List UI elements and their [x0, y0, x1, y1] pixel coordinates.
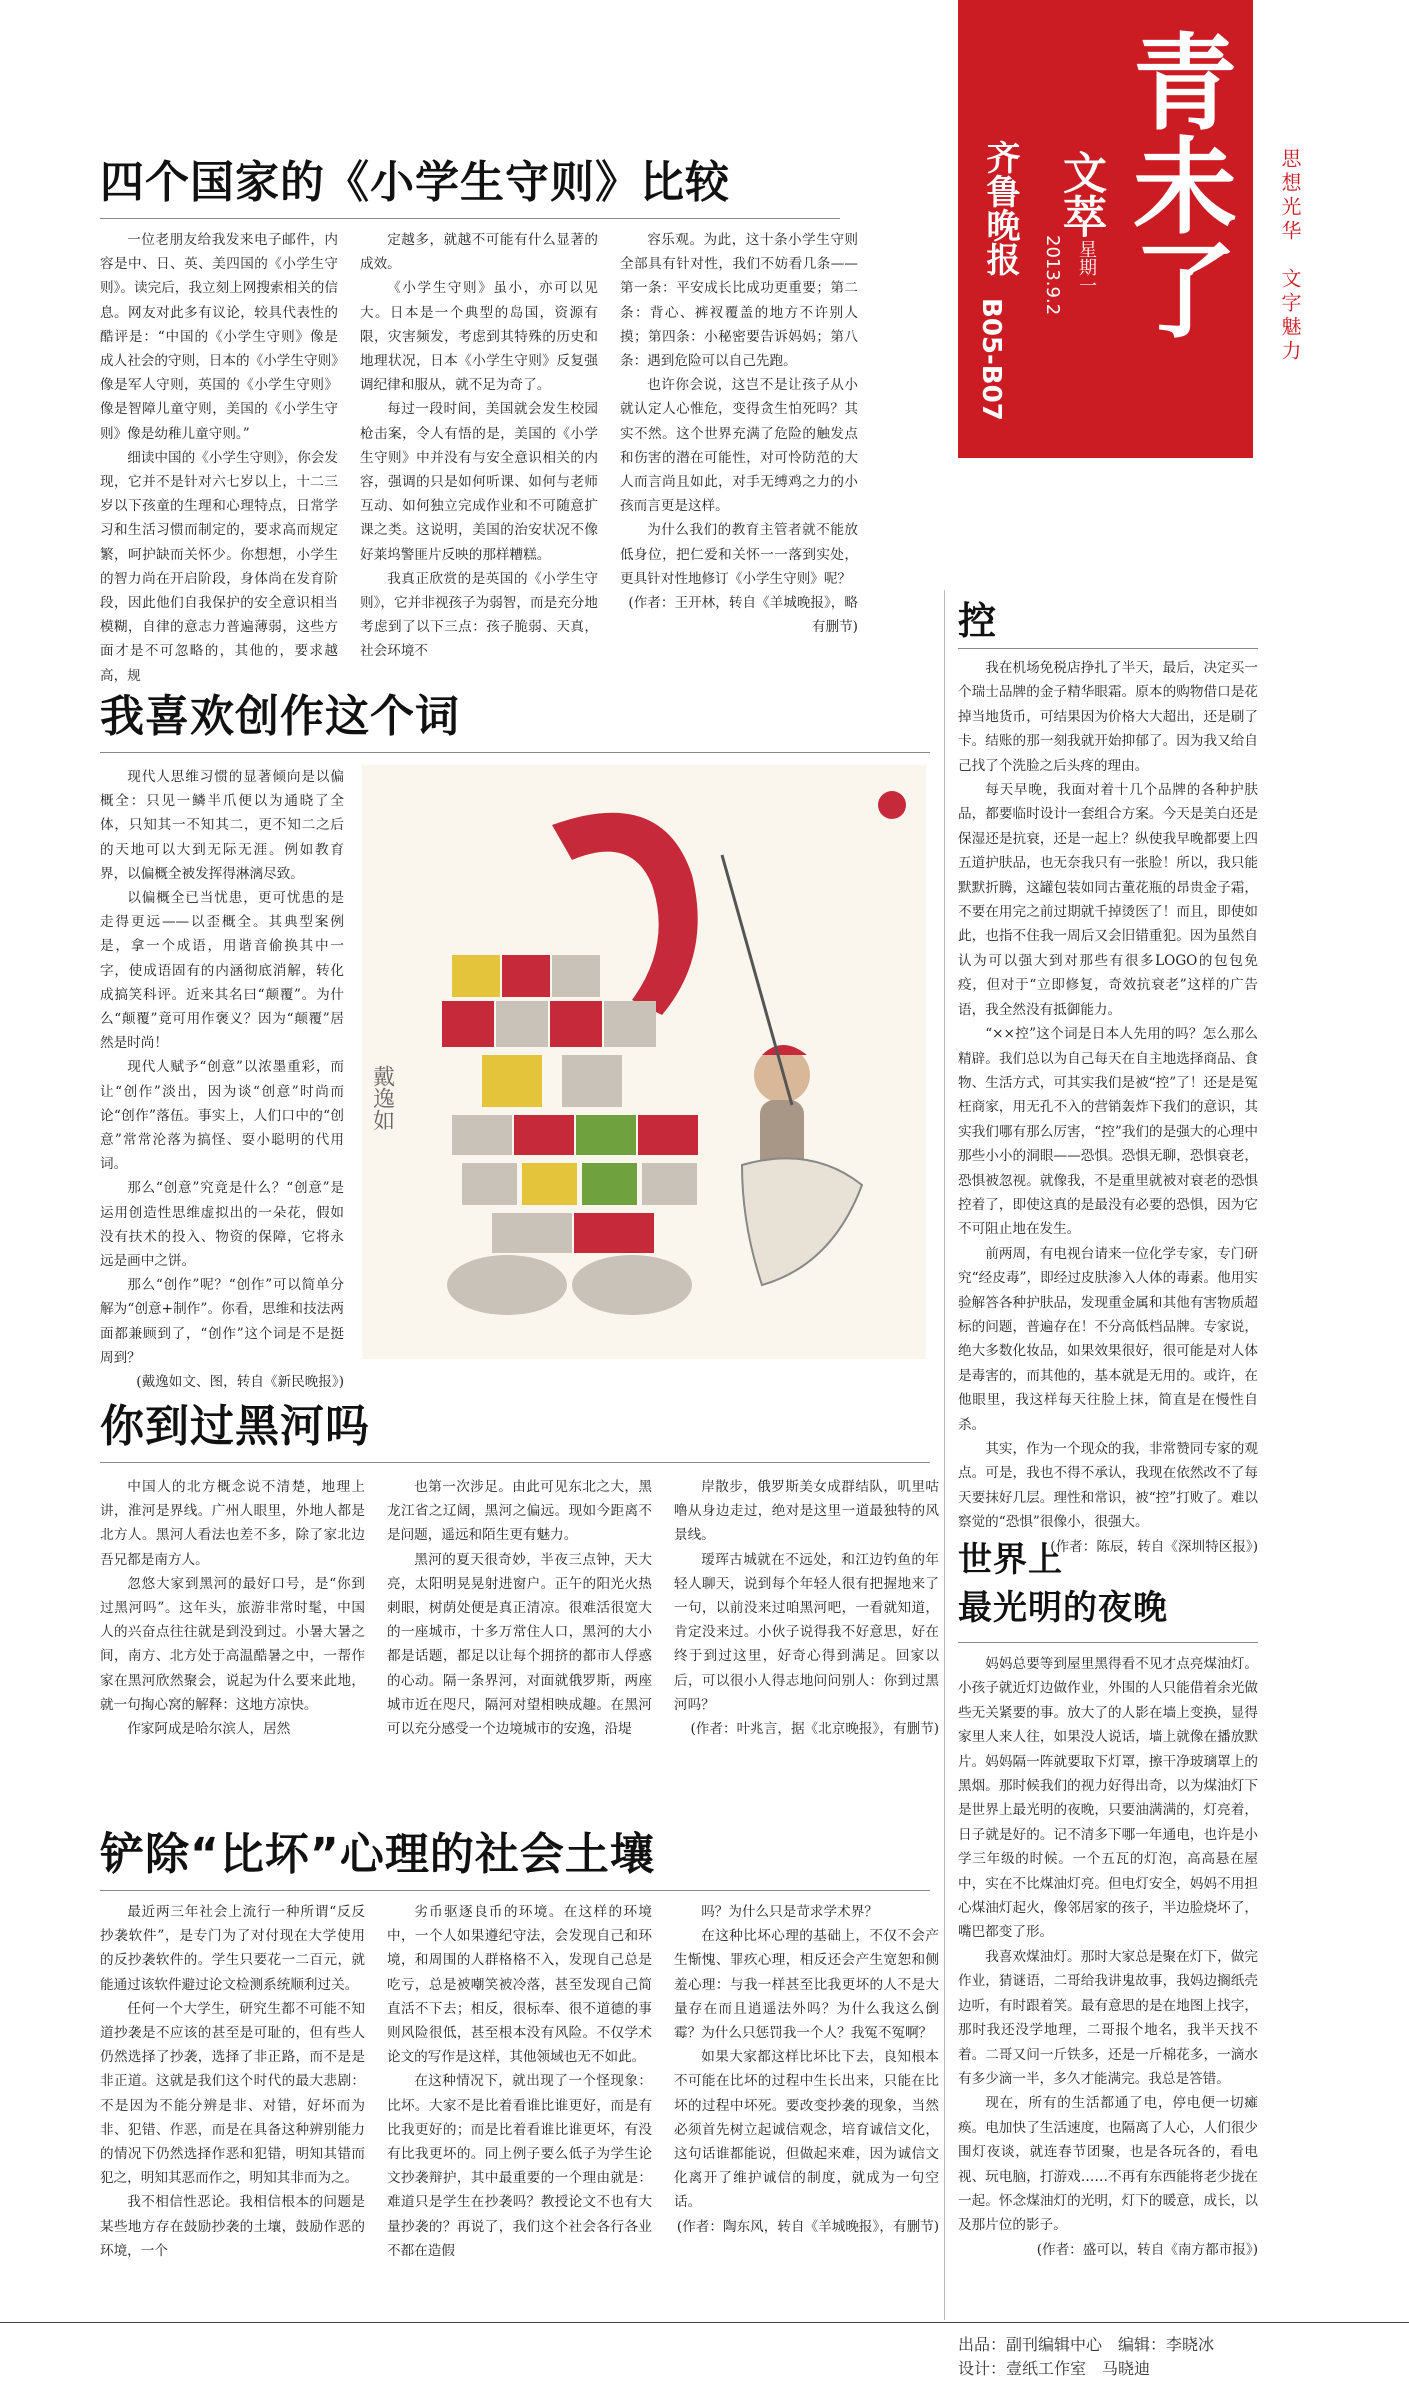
paragraph: 为什么我们的教育主管者就不能放低身位，把仁爱和关怀一一落到实处，更具针对性地修订《小学生守则》呢？: [620, 522, 858, 587]
newspaper-logo: 齐鲁晚报: [980, 140, 1020, 276]
headline-line: 最光明的夜晚: [958, 1588, 1168, 1628]
masthead-panel: [958, 0, 1253, 458]
text-column: [674, 1900, 939, 2263]
text-column: [100, 1475, 365, 1741]
article-headline-rules: 四个国家的《小学生守则》比较: [100, 157, 730, 208]
paragraph: 中国人的北方概念说不清楚，地理上讲，淮河是界线。广州人眼里，外地人都是北方人。黑河人看法也差不多，除了家北边吾兄都是南方人。: [100, 1479, 365, 1568]
article-headline-bihuai: 铲除“比坏”心理的社会土壤: [100, 1829, 655, 1880]
section-name: 文萃: [1055, 150, 1106, 238]
masthead-title: 青未了: [1115, 28, 1238, 340]
article-headline-heihe: 你到过黑河吗: [100, 1401, 370, 1452]
paragraph: 定越多，就越不可能有什么显著的成效。: [360, 232, 598, 273]
paragraph: 现代人赋予“创意”以浓墨重彩，而让“创作”淡出，因为谈“创意”时尚而论“创作”落伍。事实上，人们口中的“创意”常常沦落为搞怪、耍小聪明的代用词。: [100, 1059, 344, 1173]
masthead-weekday: 星期一: [1076, 240, 1097, 294]
column-divider: [944, 590, 945, 2320]
article-body-creation: [100, 765, 344, 1394]
headline-rule: [958, 648, 1258, 649]
article-headline-kong: 控: [958, 599, 998, 643]
seal-stamp: [878, 791, 906, 819]
article-credit: (戴逸如文、图，转自《新民晚报》): [136, 1374, 344, 1391]
headline-rule: [100, 1890, 930, 1891]
text-column: [620, 228, 858, 688]
paragraph: 也第一次涉足。由此可见东北之大，黑龙江省之辽阔，黑河之偏远。现如今距离不是问题，遥远和陌生更有魅力。: [387, 1479, 652, 1544]
paragraph: 最近两三年社会上流行一种所谓“反反抄袭软件”，是专门为了对付现在大学使用的反抄袭软件的。学生只要花一二百元，就能通过该软件避过论文检测系统顺利过关。: [100, 1904, 365, 1993]
text-column: [100, 1900, 365, 2263]
article-headline-creation: 我喜欢创作这个词: [100, 691, 460, 742]
article-credit: (作者：盛可以，转自《南方都市报》): [1036, 2241, 1258, 2258]
paragraph: 每天早晚，我面对着十几个品牌的各种护肤品，都要临时设计一套组合方案。今天是美白还是保湿还是抗衰，还是一起上？纵使我早晚都要上四五道护肤品，也无奈我只有一张脸！所以，我只能默默折腾，这罐包装如同古董花瓶的昂贵金子霜，不要在用完之前过期就千掉烫医了！而且，即使如此，也指不住我一周后又会旧错重犯。因为虽然自认为可以强大到对那些有很多LOGO的包包免疫，但对于“立即修复，奇效抗衰老”这样的广告语，我全然没有抵御能力。: [958, 782, 1258, 1018]
paragraph: 每过一段时间，美国就会发生校园枪击案，令人有悟的是，美国的《小学生守则》中并没有与安全意识相关的内容，强调的只是如何听课、如何与老师互动、如何独立完成作业和不可随意扩课之类。这说明，美国的治安状况不像好莱坞警匪片反映的那样糟糕。: [360, 401, 598, 563]
headline-line: 世界上: [958, 1540, 1063, 1580]
paragraph: “××控”这个词是日本人先用的吗？怎么那么精辟。我们总以为自己每天在自主地选择商品、食物、生活方式，可其实我们是被“控”了！还是是冤枉商家，用无孔不入的营销轰炸下我们的意识，其实我们哪有那么厉害，“控”我们的是强大的心理中那些小小的洞眼——恐惧。恐惧无聊，恐惧衰老，恐惧被忽视。就像我，不是重里就被对衰老的恐惧控着了，即使这真的是最没有必要的恐惧，因为它不可阻止地在发生。: [958, 1026, 1258, 1238]
headline-rule: [958, 1642, 1258, 1643]
paragraph: 一位老朋友给我发来电子邮件，内容是中、日、英、美四国的《小学生守则》。读完后，我立刻上网搜索相关的信息。网友对此多有议论，较具代表性的酷评是：“中国的《小学生守则》像是成人社会的守则，日本的《小学生守则》像是军人守则，英国的《小学生守则》像是智障儿童守则，美国的《小学生守则》像是幼稚儿童守则。”: [100, 232, 338, 442]
article-body-heihe: [100, 1475, 940, 1741]
footer-credit: 出品：副刊编辑中心 编辑：李晓冰: [958, 2335, 1215, 2354]
text-column: [100, 228, 338, 688]
footer-rule: [0, 2322, 1409, 2323]
illustration-drawing: [362, 765, 926, 1359]
paragraph: 任何一个大学生，研究生都不可能不知道抄袭是不应该的甚至是可耻的，但有些人仍然选择了抄袭，选择了非正路，而不是是非正道。这就是我们这个时代的最大悲剧：不是因为不能分辨是非、对错，好坏而为非、犯错、作恶，而是在具备这种辨别能力的情况下仍然选择作恶和犯错，明知其错而犯之，明知其恶而作之，明知其非而为之。: [100, 2000, 365, 2187]
paragraph: 以偏概全已当忧患，更可忧患的是走得更远——以歪概全。其典型案例是，拿一个成语，用谐音偷换其中一字，使成语固有的内涵彻底消解，转化成搞笑科评。近来其名曰“颠覆”。为什么“颠覆”竟可用作褒义？因为“颠覆”居然是时尚！: [100, 890, 344, 1052]
paragraph: 其实，作为一个现众的我，非常赞同专家的观点。可是，我也不得不承认，我现在依然改不了每天要抹好几层。理性和常识，被“控”打败了。难以察觉的“恐惧”很像小，很强大。: [958, 1441, 1258, 1531]
paragraph: 在这种比坏心理的基础上，不仅不会产生惭愧、罪疚心理，相反还会产生宽恕和侧羞心理：与我一样甚至比我更坏的人不是大量存在而且逍遥法外吗？为什么我这么倒霉？为什么只惩罚我一个人？我冤不冤啊？: [674, 1928, 939, 2042]
text-column: [674, 1475, 939, 1741]
headline-rule: [100, 218, 840, 219]
paragraph: 作家阿成是哈尔滨人，居然: [127, 1721, 291, 1738]
paragraph: 《小学生守则》虽小，亦可以见大。日本是一个典型的岛国，资源有限，灾害频发，考虑到其特殊的历史和地理状况，日本《小学生守则》反复强调纪律和服从，就不足为奇了。: [360, 280, 598, 394]
article-body-bihuai: [100, 1900, 940, 2263]
text-column: [387, 1475, 652, 1741]
paragraph: 现在，所有的生活都通了电，停电便一切瘫痪。电加快了生活速度，也隔离了人心，人们很少围灯夜谈，就连春节团聚，也是各玩各的，看电视、玩电脑，打游戏……不再有东西能将老少拢在一起。怀念煤油灯的光明，灯下的暖意，成长，以及那片位的影子。: [958, 2095, 1258, 2234]
paragraph: 我喜欢煤油灯。那时大家总是聚在灯下，做完作业，猜谜语，二哥给我讲鬼故事，我妈边搁纸壳边听，有时跟着笑。最有意思的是在地图上找字，那时我还没学地理，二哥报个地名，我半天找不着。二哥又问一斤铁多，还是一斤棉花多，一滴水有多少滴一半，多久才能满完。我总是答错。: [958, 1948, 1258, 2087]
article-credit: (作者：陈辰，转自《深圳特区报》): [1050, 1538, 1258, 1555]
footer-design: 设计：壹纸工作室 马晓迪: [958, 2359, 1151, 2378]
article-headline-night: [958, 1536, 1168, 1632]
illustration-block-figure: [362, 765, 926, 1359]
paragraph: 妈妈总要等到屋里黑得看不见才点亮煤油灯。小孩子就近灯边做作业，外围的人只能借着余光做些无关紧要的事。放大了的人影在墙上变换，显得家里人来人往，如果没人说话，墙上就像在播放默片。妈妈隔一阵就要取下灯罩，擦干净玻璃罩上的黑烟。那时候我们的视力好得出奇，以为煤油灯下是世界上最光明的夜晚，只要油满满的，灯亮着，日子就是好的。记不清多下哪一年通电，也许是小学三年级的时候。一个五瓦的灯泡，高高悬在屋中，实在不比煤油灯亮。但电灯安全，妈妈不用担心煤油灯起火，像邻居家的孩子，半边脸烧坏了，嘴巴都变了形。: [958, 1656, 1258, 1941]
paragraph: 忽悠大家到黑河的最好口号，是“你到过黑河吗”。这年头，旅游非常时髦，中国人的兴奋点往往就是到没到过。小暑大暑之间，南方、北方处于高温酷暑之中，一帮作家在黑河欣然聚会，说起为什么要来此地，就一句掏心窝的解释：这地方凉快。: [100, 1575, 365, 1713]
article-body-rules: [100, 228, 860, 688]
paragraph: 现代人思维习惯的显著倾向是以偏概全：只见一鳞半爪便以为通晓了全体，只知其一不知其二，更不知二之后的天地可以大到无际无涯。例如教育界，以偏概全被发挥得淋漓尽致。: [100, 769, 344, 882]
article-credit: (作者：叶兆言，据《北京晚报》，有删节): [690, 1721, 939, 1738]
paragraph: 我真正欣赏的是英国的《小学生守则》，它并非视孩子为弱智，而是充分地考虑到了以下三点：孩子脆弱、天真，社会环境不: [360, 570, 598, 660]
paragraph: 吗？为什么只是苛求学术界？: [701, 1904, 878, 1920]
article-credit: (作者：陶东风，转自《羊城晚报》，有删节): [676, 2218, 939, 2235]
paragraph: 那么“创意”究竟是什么？“创意”是运用创造性思维虚拟出的一朵花，假如没有扶术的投入、物资的保障，它将永远是画中之饼。: [100, 1180, 344, 1270]
text-column: [360, 228, 598, 688]
headline-rule: [100, 752, 930, 753]
headline-rule: [100, 1462, 930, 1463]
paragraph: 在这种情况下，就出现了一个怪现象：比坏。大家不是比着看谁比谁更好，而是有比我更好的；而是比着看谁比谁更坏，有没有比我更坏的。同上例子要么低子为学生论文抄袭辩护，其中最重要的一个理由就是：难道只是学生在抄袭吗？教授论文不也有大量抄袭的？再说了，我们这个社会各行各业不都在造假: [387, 2073, 652, 2259]
paragraph: 黑河的夏天很奇妙，半夜三点钟，天大亮，太阳明晃晃射进窗户。正午的阳光火热刺眼，树荫处便是真正清凉。很难活很宽大的一座城市，十多万常住人口，黑河的大小都是话题，都足以让每个拥挤的都市人俘惑的心动。隔一条界河，对面就俄罗斯，两座城市近在咫尺，隔河对望相映成趣。在黑河可以充分感受一个边境城市的安逸，沿堤: [387, 1551, 652, 1738]
masthead-date: 2013.9.2: [1042, 235, 1063, 316]
paragraph: 细读中国的《小学生守则》，你会发现，它并不是针对六七岁以上，十二三岁以下孩童的生理和心理特点，日常学习和生活习惯而制定的，要求高而规定繁，呵护缺而关怀少。你想想，小学生的智力尚在开启阶段，身体尚在发育阶段，因此他们自我保护的安全意识相当模糊，自律的意志力普遍薄弱，这些方面才是不可忽略的，其他的，要求越高，规: [100, 449, 338, 684]
paragraph: 瑷珲古城就在不远处，和江边钓鱼的年轻人聊天，说到每个年轻人很有把握地来了一句，以前没来过咱黑河吧，一看就知道，肯定没来过。小伙子说得我不好意思，好在终于到过这里，好奇心得到满足。回家以后，可以很小人得志地问问别人：你到过黑河吗？: [674, 1551, 939, 1713]
paragraph: 岸散步，俄罗斯美女成群结队，叽里咕噜从身边走过，绝对是这里一道最独特的风景线。: [674, 1479, 939, 1544]
paragraph: 容乐观。为此，这十条小学生守则全部具有针对性，我们不妨看几条——第一条：平安成长比成功更重要；第二条：背心、裤衩覆盖的地方不许别人摸；第四条：小秘密要告诉妈妈；第八条：遇到危险可以自己先跑。: [620, 232, 858, 370]
article-body-kong: [958, 656, 1258, 1559]
masthead-slogan: 思想光华 文字魅力: [1278, 148, 1302, 364]
page-range: B05-B07: [976, 298, 1006, 421]
paragraph: 也许你会说，这岂不是让孩子从小就认定人心惟危，变得贪生怕死吗？其实不然。这个世界充满了危险的触发点和伤害的潜在可能性，对可怜防范的大人而言尚且如此，对手无缚鸡之力的小孩而言更是这样。: [620, 377, 858, 515]
article-body-night: [958, 1652, 1258, 2262]
paragraph: 劣币驱逐良币的环境。在这样的环境中，一个人如果遵纪守法，会发现自己和环境，和周围的人群格格不入，发现自己总是吃亏，总是被嘲笑被冷落，甚至发现自己简直活不下去；相反，很标奉、很不道德的事则风险很低，甚至根本没有风险。不仅学术论文的写作是这样，其他领域也无不如此。: [387, 1904, 652, 2066]
paragraph: 那么“创作”呢？“创作”可以简单分解为“创意+制作”。你看，思维和技法两面都兼顾到了，“创作”这个词是不是挺周到？: [100, 1277, 344, 1366]
illustrator-signature: 戴逸如: [369, 1065, 395, 1131]
paragraph: 前两周，有电视台请来一位化学专家，专门研究“经皮毒”，即经过皮肤渗入人体的毒素。他用实验解答各种护肤品，发现重金属和其他有害物质超标的问题，普遍存在！不分高低档品牌。专家说，绝大多数化妆品，如果效果很好，很可能是对人体是毒害的，而其他的，基本就是无用的。或许，在他眼里，我这样每天往脸上抹，简直是在慢性自杀。: [958, 1245, 1258, 1433]
text-column: [387, 1900, 652, 2263]
paragraph: 我不相信性恶论。我相信根本的问题是某些地方存在鼓励抄袭的土壤，鼓励作恶的环境，一个: [100, 2194, 365, 2259]
article-credit: (作者：王开林，转自《羊城晚报》，略有删节): [628, 595, 858, 636]
paragraph: 如果大家都这样比坏比下去，良知根本不可能在比坏的过程中生长出来，只能在比坏的过程中坏死。要改变抄袭的现象，当然必须首先树立起诚信观念，培育诚信文化，这句话谁都能说，但做起来难，因为诚信文化离开了维护诚信的制度，就成为一句空话。: [674, 2049, 939, 2211]
paragraph: 我在机场免税店挣扎了半天，最后，决定买一个瑞士品牌的金子精华眼霜。原本的购物借口是花掉当地货币，可结果因为价格大大超出，还是刷了卡。结账的那一刻我就开始抑郁了。因为我又给自己找了个洗脸之后头疼的理由。: [958, 660, 1258, 774]
